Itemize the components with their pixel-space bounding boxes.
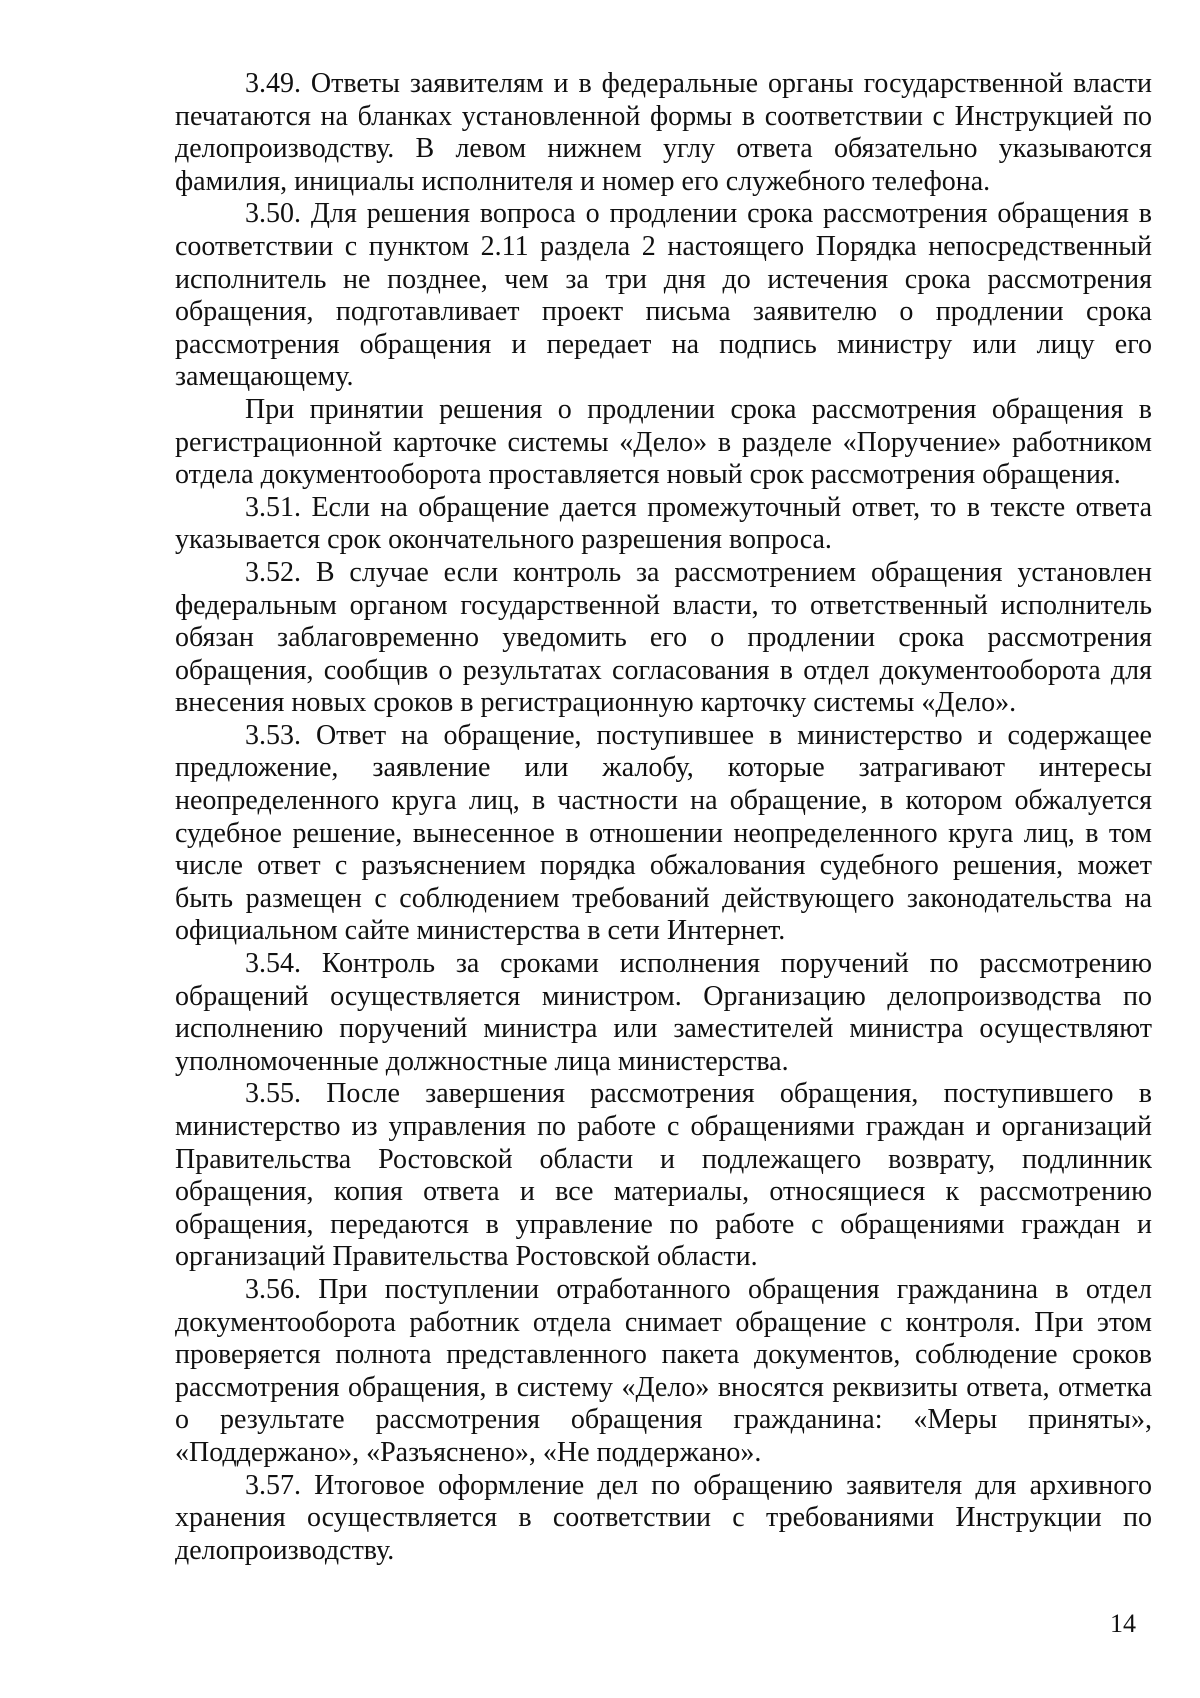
paragraph-3-49: 3.49. Ответы заявителям и в федеральные органы государственной власти печатаются на бланках установленной формы в соответствии с Инструкцией по делопроизводству. В левом нижнем углу ответа обязательно указываются фамилия, инициалы исполнителя и номер его служебного телефона.: [175, 68, 1152, 197]
paragraph-3-56: 3.56. При поступлении отработанного обращения гражданина в отдел документооборота работник отдела снимает обращение с контроля. При этом проверяется полнота представленного пакета документов, соблюдение сроков рассмотрения обращения, в систему «Дело» вносятся реквизиты ответа, отметка о результате рассмотрения обращения гражданина: «Меры приняты», «Поддержано», «Разъяснено», «Не поддержано».: [175, 1273, 1152, 1468]
paragraph-3-55: 3.55. После завершения рассмотрения обращения, поступившего в министерство из управления по работе с обращениями граждан и организаций Правительства Ростовской области и подлежащего возврату, подлинник обращения, копия ответа и все материалы, относящиеся к рассмотрению обращения, передаются в управление по работе с обращениями граждан и организаций Правительства Ростовской области.: [175, 1078, 1152, 1273]
paragraph-3-57: 3.57. Итоговое оформление дел по обращению заявителя для архивного хранения осуществляется в соответствии с требованиями Инструкции по делопроизводству.: [175, 1469, 1152, 1566]
paragraph-3-50: 3.50. Для решения вопроса о продлении срока рассмотрения обращения в соответствии с пунктом 2.11 раздела 2 настоящего Порядка непосредственный исполнитель не позднее, чем за три дня до истечения срока рассмотрения обращения, подготавливает проект письма заявителю о продлении срока рассмотрения обращения и передает на подпись министру или лицу его замещающему.: [175, 198, 1152, 393]
document-body: [175, 68, 1152, 1567]
paragraph-3-54: 3.54. Контроль за сроками исполнения поручений по рассмотрению обращений осуществляется министром. Организацию делопроизводства по исполнению поручений министра или заместителей министра осуществляют уполномоченные должностные лица министерства.: [175, 948, 1152, 1077]
paragraph-3-50-continuation: При принятии решения о продлении срока рассмотрения обращения в регистрационной карточке системы «Дело» в разделе «Поручение» работником отдела документооборота проставляется новый срок рассмотрения обращения.: [175, 393, 1152, 491]
page-number: 14: [1110, 1609, 1136, 1638]
paragraph-3-52: 3.52. В случае если контроль за рассмотрением обращения установлен федеральным органом государственной власти, то ответственный исполнитель обязан заблаговременно уведомить его о продлении срока рассмотрения обращения, сообщив о результатах согласования в отдел документооборота для внесения новых сроков в регистрационную карточку системы «Дело».: [175, 556, 1152, 719]
paragraph-3-53: 3.53. Ответ на обращение, поступившее в министерство и содержащее предложение, заявление или жалобу, которые затрагивают интересы неопределенного круга лиц, в частности на обращение, в котором обжалуется судебное решение, вынесенное в отношении неопределенного круга лиц, в том числе ответ с разъяснением порядка обжалования судебного решения, может быть размещен с соблюдением требований действующего законодательства на официальном сайте министерства в сети Интернет.: [175, 719, 1152, 947]
paragraph-3-51: 3.51. Если на обращение дается промежуточный ответ, то в тексте ответа указывается срок окончательного разрешения вопроса.: [175, 491, 1152, 556]
